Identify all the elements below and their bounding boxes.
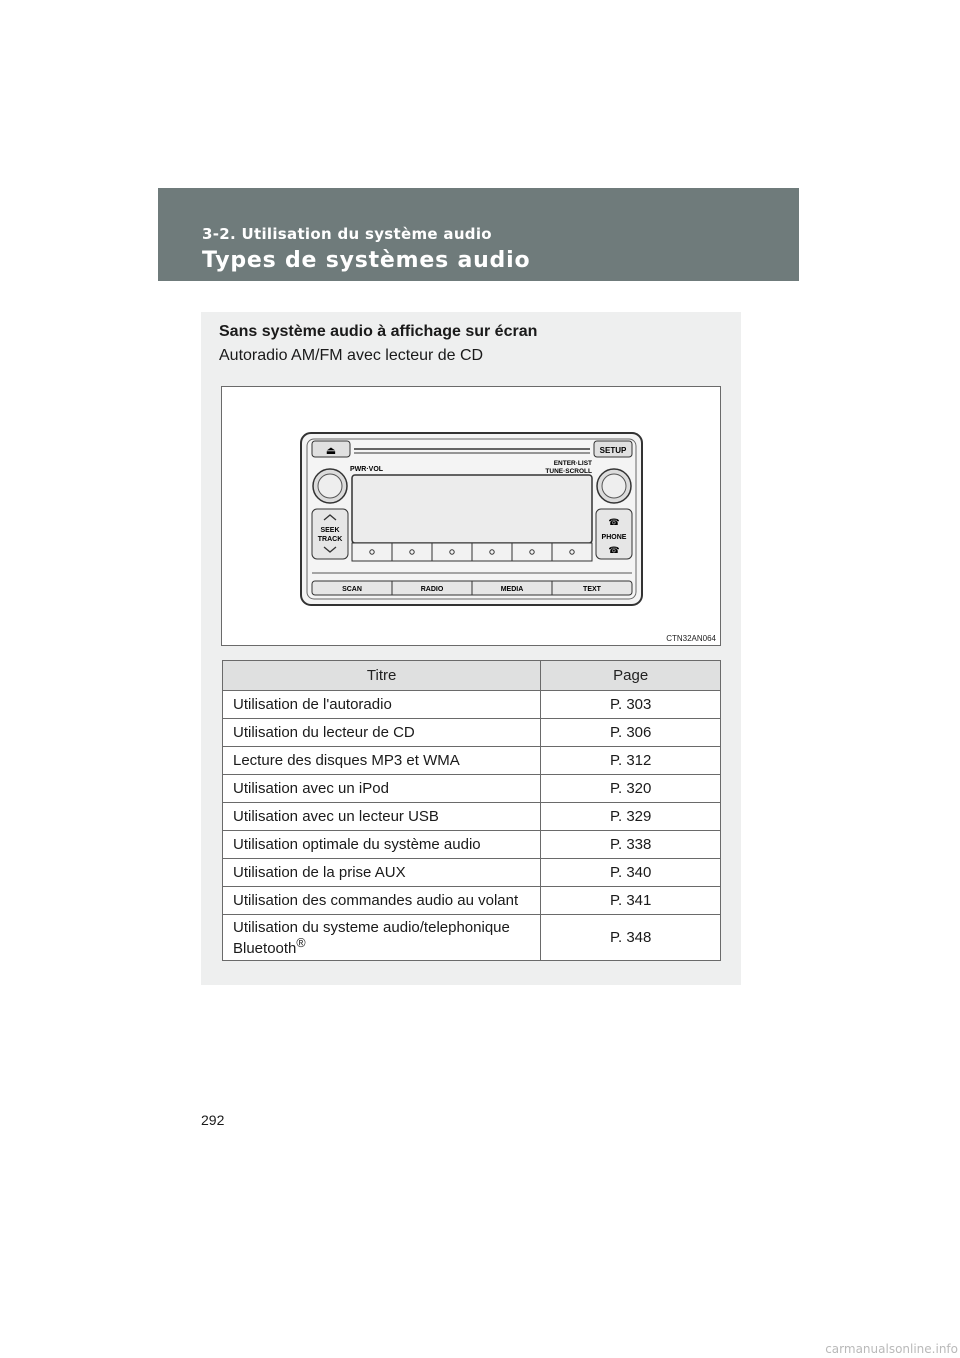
row-title: Utilisation de l'autoradio [223,691,541,719]
display-screen [352,475,592,543]
table-row [223,719,721,747]
table-row [223,831,721,859]
seek-label: SEEK [320,527,340,534]
row-page: P. 312 [541,747,721,775]
row-page: P. 348 [541,915,721,961]
figure-code: CTN32AN064 [666,634,716,643]
page-title: Types de systèmes audio [202,248,531,273]
row-page: P. 320 [541,775,721,803]
column-header-title: Titre [223,661,541,691]
audio-unit-figure [221,386,721,646]
row-page: P. 338 [541,831,721,859]
row-title: Utilisation de la prise AUX [223,859,541,887]
registered-mark: ® [296,935,306,950]
enter-list-label: ENTER·LIST [553,460,592,467]
row-title: Utilisation des commandes audio au volant [223,887,541,915]
chapter-header [158,188,799,281]
setup-label: SETUP [599,446,627,455]
table-row [223,775,721,803]
row-title-line1: Utilisation du systeme audio/telephonique [233,918,510,936]
media-label: MEDIA [500,586,524,593]
row-page: P. 340 [541,859,721,887]
table-row [223,915,721,961]
row-title: Lecture des disques MP3 et WMA [223,747,541,775]
row-title [223,915,541,961]
radio-label: RADIO [420,586,444,593]
row-page: P. 329 [541,803,721,831]
watermark: carmanualsonline.info [825,1342,958,1356]
row-page: P. 306 [541,719,721,747]
row-title: Utilisation du lecteur de CD [223,719,541,747]
table-row [223,859,721,887]
content-panel [201,312,741,985]
row-title-line2: Bluetooth [233,939,297,957]
panel-subtitle: Sans système audio à affichage sur écran [219,323,538,340]
row-title: Utilisation avec un lecteur USB [223,803,541,831]
column-header-page: Page [541,661,721,691]
track-label: TRACK [317,536,343,543]
table-row [223,747,721,775]
phone-pickup-icon: ☎ [608,518,620,528]
row-page: P. 303 [541,691,721,719]
audio-unit-illustration [222,387,722,647]
panel-subsubtitle: Autoradio AM/FM avec lecteur de CD [219,347,484,364]
row-title: Utilisation avec un iPod [223,775,541,803]
scan-label: SCAN [342,586,362,593]
text-label: TEXT [583,586,601,593]
tune-scroll-label: TUNE·SCROLL [545,468,592,475]
phone-label: PHONE [601,534,627,541]
table-row [223,691,721,719]
phone-hangup-icon: ☎ [608,546,620,556]
pwr-vol-label: PWR·VOL [350,466,384,473]
eject-icon: ⏏ [325,444,337,457]
row-title: Utilisation optimale du système audio [223,831,541,859]
table-row [223,803,721,831]
row-page: P. 341 [541,887,721,915]
page-number: 292 [201,1112,225,1128]
section-label: 3-2. Utilisation du système audio [202,225,492,243]
contents-table [222,660,721,961]
table-row [223,887,721,915]
